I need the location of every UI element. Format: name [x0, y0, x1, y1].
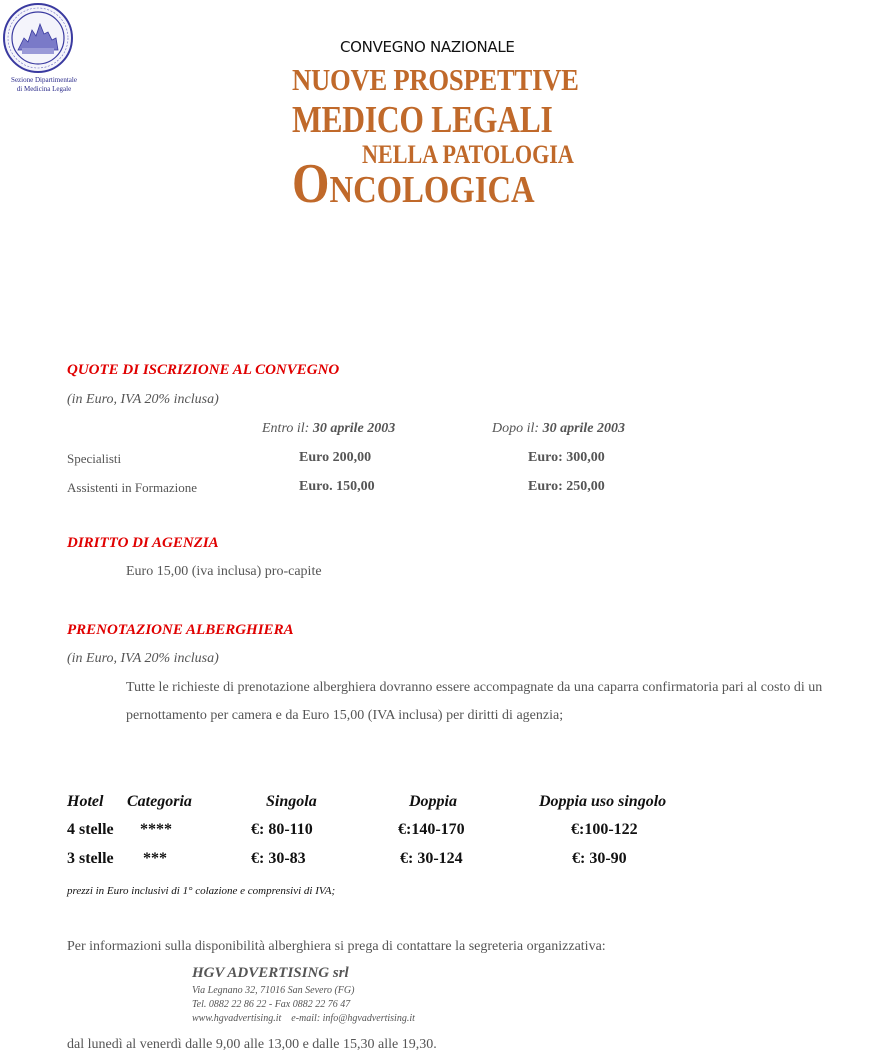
header-categoria: Categoria [127, 793, 192, 810]
fee-row-label: Specialisti [67, 451, 122, 466]
header-doppia-uso-singolo: Doppia uso singolo [539, 793, 667, 810]
fee-after-value: Euro: 250,00 [528, 479, 605, 494]
company-web-email [192, 1013, 415, 1024]
company-name: HGV ADVERTISING srl [192, 965, 349, 981]
agency-text: Euro 15,00 (iva inclusa) pro-capite [126, 564, 322, 579]
logo-caption-line1: Sezione Dipartimentale [11, 76, 77, 84]
header-singola: Singola [266, 793, 317, 810]
cell-hotel: 3 stelle [67, 850, 114, 867]
cell-doppia: €:140-170 [398, 821, 465, 838]
logo-caption [0, 76, 88, 94]
column-date: 30 aprile 2003 [312, 421, 396, 436]
hotel-paragraph: Tutte le richieste di prenotazione alberghiera dovranno essere accompagnate da una caparra confirmatoria pari al costo di un pernottamento per camera e da Euro 15,00 (IVA inclusa) per diritti di agenzia; [126, 680, 823, 723]
agency-heading: DIRITTO DI AGENZIA [67, 535, 219, 551]
header-doppia: Doppia [409, 793, 457, 810]
university-seal-icon [2, 2, 74, 74]
header-hotel: Hotel [67, 793, 104, 810]
company-website-link[interactable]: www.hgvadvertising.it [192, 1013, 282, 1024]
title-line-1: NUOVE PROSPETTIVE [292, 62, 579, 97]
fee-after-value: Euro: 300,00 [528, 450, 605, 465]
title-line-3: NELLA PATOLOGIA [362, 140, 574, 169]
contact-intro: Per informazioni sulla disponibilità alberghiera si prega di contattare la segreteria organizzativa: [67, 939, 606, 954]
cell-dus: €: 30-90 [572, 850, 627, 867]
fees-heading: QUOTE DI ISCRIZIONE AL CONVEGNO [67, 362, 340, 378]
cell-doppia: €: 30-124 [400, 850, 463, 867]
office-hours: dal lunedì al venerdì dalle 9,00 alle 13,00 e dalle 15,30 alle 19,30. [67, 1037, 437, 1052]
fees-note: (in Euro, IVA 20% inclusa) [67, 392, 219, 407]
company-phone: Tel. 0882 22 86 22 - Fax 0882 22 76 47 [192, 999, 351, 1010]
title-rest: NCOLOGICA [329, 169, 535, 211]
hotel-heading: PRENOTAZIONE ALBERGHIERA [67, 622, 294, 638]
cell-dus: €:100-122 [571, 821, 638, 838]
fee-before-value: Euro. 150,00 [299, 479, 375, 494]
cell-singola: €: 80-110 [251, 821, 313, 838]
title-line-2: MEDICO LEGALI [292, 99, 553, 141]
hotel-footnote: prezzi in Euro inclusivi di 1° colazione e comprensivi di IVA; [67, 885, 336, 897]
column-prefix: Entro il: [262, 421, 313, 436]
cell-category: *** [143, 850, 167, 867]
company-address: Via Legnano 32, 71016 San Severo (FG) [192, 985, 355, 996]
column-date: 30 aprile 2003 [542, 421, 626, 436]
company-email-link[interactable]: e-mail: info@hgvadvertising.it [291, 1013, 415, 1024]
cell-category: **** [140, 821, 172, 838]
title-initial: O [292, 153, 330, 215]
column-prefix: Dopo il: [492, 421, 543, 436]
fees-column-after [492, 421, 625, 437]
conference-kicker: CONVEGNO NAZIONALE [340, 38, 515, 56]
logo-caption-line2: di Medicina Legale [16, 85, 72, 93]
fees-column-before [262, 421, 395, 437]
cell-singola: €: 30-83 [251, 850, 306, 867]
title-line-4 [292, 153, 535, 215]
cell-hotel: 4 stelle [67, 821, 114, 838]
fee-before-value: Euro 200,00 [299, 450, 372, 465]
hotel-note: (in Euro, IVA 20% inclusa) [67, 651, 219, 666]
fee-row-label: Assistenti in Formazione [67, 480, 197, 495]
